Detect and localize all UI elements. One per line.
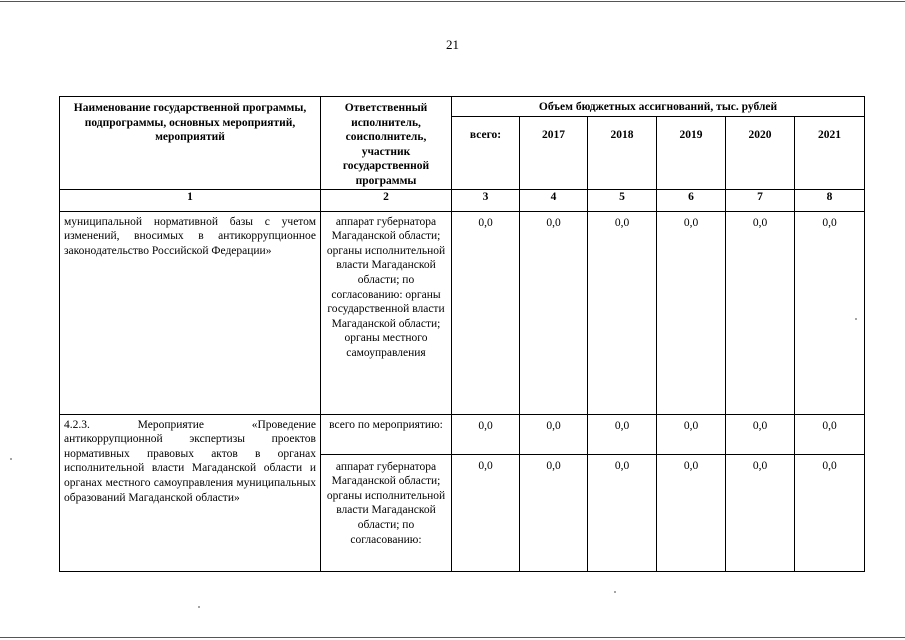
- scan-speck: [10, 458, 12, 460]
- value-cell: 0,0: [657, 211, 726, 414]
- year-cell: 2018: [588, 116, 657, 189]
- value-cell: 0,0: [520, 454, 588, 571]
- index-cell: 6: [657, 189, 726, 211]
- index-cell: 7: [726, 189, 795, 211]
- table-row: [60, 414, 865, 454]
- header-responsible: Ответственный исполнитель, соисполнитель, участник государственной программы: [321, 97, 452, 190]
- scan-bottom-edge: [0, 637, 905, 638]
- year-cell: 2019: [657, 116, 726, 189]
- value-cell: 0,0: [726, 454, 795, 571]
- index-cell: 2: [321, 189, 452, 211]
- year-cell: всего:: [452, 116, 520, 189]
- value-cell: 0,0: [520, 211, 588, 414]
- index-cell: 1: [60, 189, 321, 211]
- scan-speck: [614, 591, 616, 593]
- index-cell: 4: [520, 189, 588, 211]
- budget-table: [59, 96, 865, 572]
- measure-name: муниципальной нормативной базы с учетом изменений, вносимых в антикоррупционное законодательство Российской Федерации»: [60, 211, 321, 414]
- scan-top-edge: [0, 1, 905, 2]
- scan-speck: [855, 318, 857, 320]
- value-cell: 0,0: [657, 414, 726, 454]
- value-cell: 0,0: [452, 454, 520, 571]
- value-cell: 0,0: [726, 414, 795, 454]
- value-cell: 0,0: [452, 211, 520, 414]
- index-row: [60, 189, 865, 211]
- value-cell: 0,0: [795, 414, 865, 454]
- index-cell: 3: [452, 189, 520, 211]
- header-row: [60, 97, 865, 117]
- responsible-cell: аппарат губернатора Магаданской области; органы исполнительной власти Магаданской области; по согласованию: органы государственной власти Магаданской области; органы местного самоуправления: [321, 211, 452, 414]
- value-cell: 0,0: [520, 414, 588, 454]
- measure-name: 4.2.3. Мероприятие «Проведение антикоррупционной экспертизы проектов нормативных правовых актов в органах исполнительной власти Магаданской области и органах местного самоуправления муниципальных образований Магаданской области»: [60, 414, 321, 571]
- responsible-cell: всего по мероприятию:: [321, 414, 452, 454]
- scan-speck: [198, 606, 200, 608]
- index-cell: 5: [588, 189, 657, 211]
- year-cell: 2021: [795, 116, 865, 189]
- responsible-cell: аппарат губернатора Магаданской области; органы исполнительной власти Магаданской области; по согласованию:: [321, 454, 452, 571]
- page-number: 21: [446, 37, 459, 52]
- value-cell: 0,0: [657, 454, 726, 571]
- value-cell: 0,0: [795, 454, 865, 571]
- value-cell: 0,0: [588, 454, 657, 571]
- year-cell: 2017: [520, 116, 588, 189]
- value-cell: 0,0: [588, 211, 657, 414]
- index-cell: 8: [795, 189, 865, 211]
- value-cell: 0,0: [452, 414, 520, 454]
- year-cell: 2020: [726, 116, 795, 189]
- value-cell: 0,0: [726, 211, 795, 414]
- value-cell: 0,0: [588, 414, 657, 454]
- header-budget: Объем бюджетных ассигнований, тыс. рублей: [452, 97, 865, 117]
- header-name: Наименование государственной программы, подпрограммы, основных мероприятий, мероприятий: [60, 97, 321, 190]
- value-cell: 0,0: [795, 211, 865, 414]
- table-row: [60, 211, 865, 414]
